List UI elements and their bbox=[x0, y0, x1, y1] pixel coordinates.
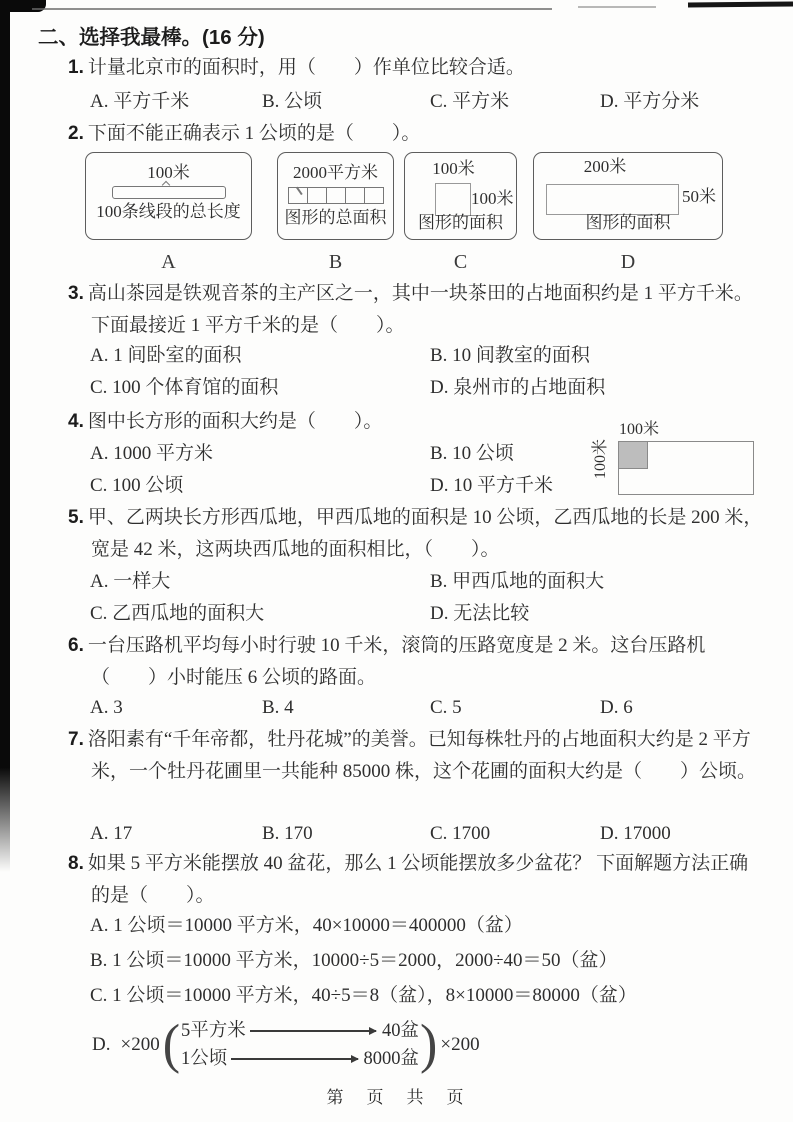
mapping-right: 8000盆 bbox=[363, 1049, 420, 1069]
option: C. 平方米 bbox=[430, 91, 510, 112]
question-4-options bbox=[90, 438, 553, 502]
mapping-left: 1公顷 bbox=[181, 1049, 228, 1069]
figure-d-caption: 图形的面积 bbox=[585, 213, 671, 232]
option: B. 10 间教室的面积 bbox=[430, 345, 590, 366]
question-7 bbox=[68, 724, 763, 788]
mapping-left: 5平方米 bbox=[181, 1021, 246, 1041]
question-6-text: 一台压路机平均每小时行驶 10 千米，滚筒的压路宽度是 2 米。这台压路机（ ）小时能压 6 公顷的路面。 bbox=[87, 635, 706, 688]
question-3 bbox=[68, 278, 763, 342]
option: C. 100 个体育馆的面积 bbox=[90, 377, 279, 398]
figure-side-label: 100米 bbox=[592, 438, 610, 480]
option: A. 1 间卧室的面积 bbox=[90, 345, 242, 366]
option: C. 5 bbox=[430, 697, 462, 718]
scan-edge-left bbox=[0, 0, 10, 872]
scan-corner-top-left bbox=[0, 0, 46, 12]
figure-d-top-label: 200米 bbox=[583, 157, 627, 176]
question-2-figures bbox=[85, 152, 723, 278]
figure-box-c bbox=[404, 152, 517, 278]
option: A. 17 bbox=[90, 823, 133, 844]
figure-a-caption: 100条线段的总长度 bbox=[96, 202, 241, 221]
option: B. 甲西瓜地的面积大 bbox=[430, 571, 605, 592]
question-4 bbox=[68, 406, 588, 438]
figure-box-a-frame bbox=[85, 152, 252, 240]
question-3-number: 3. bbox=[68, 283, 84, 304]
multiplier-right: ×200 bbox=[440, 1034, 480, 1055]
scan-line-top bbox=[32, 8, 552, 10]
question-4-text: 图中长方形的面积大约是（ ）。 bbox=[87, 411, 383, 432]
option: D. 17000 bbox=[600, 823, 671, 844]
option: B. 公顷 bbox=[262, 91, 323, 112]
figure-b-label: 2000平方米 bbox=[293, 163, 378, 182]
option: D. 6 bbox=[600, 697, 633, 718]
option: C. 乙西瓜地的面积大 bbox=[90, 603, 265, 624]
option: C. 1700 bbox=[430, 823, 491, 844]
figure-c-top-label: 100米 bbox=[432, 159, 475, 178]
question-3-options bbox=[90, 340, 605, 404]
section-title: 二、选择我最棒。(16 分) bbox=[38, 26, 265, 49]
close-paren-shape: ) bbox=[420, 1014, 438, 1075]
figure-c-side-label: 100米 bbox=[471, 189, 514, 208]
question-6 bbox=[68, 630, 763, 694]
option: A. 1 公顷＝10000 平方米，40×10000＝400000（盆） bbox=[90, 915, 523, 936]
question-1-text: 计量北京市的面积时，用（ ）作单位比较合适。 bbox=[87, 57, 525, 78]
question-8-options bbox=[90, 908, 637, 1013]
figure-letter-b: B bbox=[328, 251, 343, 273]
mapping-right: 40盆 bbox=[382, 1021, 420, 1041]
question-2 bbox=[68, 118, 763, 150]
question-7-number: 7. bbox=[68, 729, 84, 750]
figure-top-label: 100米 bbox=[619, 421, 660, 438]
option: A. 3 bbox=[90, 697, 123, 718]
question-7-options bbox=[90, 818, 671, 850]
question-5 bbox=[68, 502, 763, 566]
figure-box-b-frame bbox=[277, 152, 394, 240]
option: B. 10 公顷 bbox=[430, 443, 514, 464]
question-5-number: 5. bbox=[68, 507, 84, 528]
question-1-options bbox=[90, 86, 699, 118]
option: B. 1 公顷＝10000 平方米，10000÷5＝2000，2000÷40＝50（盆） bbox=[90, 950, 618, 971]
mapping-row bbox=[181, 1045, 419, 1073]
option: B. 4 bbox=[262, 697, 294, 718]
question-4-figure bbox=[592, 421, 760, 502]
question-4-number: 4. bbox=[68, 411, 84, 432]
multiplier-left: ×200 bbox=[120, 1034, 160, 1055]
option: A. 1000 平方米 bbox=[90, 443, 213, 464]
question-1-number: 1. bbox=[68, 57, 84, 78]
page-footer: 第 页 共 页 bbox=[326, 1088, 467, 1107]
gray-square-shape bbox=[618, 441, 648, 469]
option: D. 无法比较 bbox=[430, 603, 530, 624]
open-paren-shape: ( bbox=[162, 1014, 181, 1075]
figure-box-d bbox=[533, 152, 723, 278]
option: C. 1 公顷＝10000 平方米，40÷5＝8（盆），8×10000＝80000（盆） bbox=[90, 985, 637, 1006]
question-8-option-d bbox=[92, 1014, 482, 1076]
figure-letter-a: A bbox=[161, 251, 176, 273]
question-2-number: 2. bbox=[68, 123, 84, 144]
figure-c-caption: 图形的面积 bbox=[418, 213, 503, 232]
mapping-diagram bbox=[181, 1017, 419, 1073]
question-8-number: 8. bbox=[68, 853, 84, 874]
question-6-number: 6. bbox=[68, 635, 84, 656]
right-arrow-icon bbox=[231, 1058, 357, 1060]
question-3-text: 高山茶园是铁观音茶的主产区之一，其中一块茶田的占地面积约是 1 平方千米。下面最接近 1 平方千米的是（ ）。 bbox=[87, 283, 753, 336]
figure-box-b bbox=[277, 152, 394, 278]
figure-a-label: 100米 bbox=[147, 163, 190, 182]
segment-bracket-shape bbox=[112, 186, 226, 199]
figure-d-side-label: 50米 bbox=[682, 187, 716, 206]
scan-corner-top-right bbox=[688, 1, 793, 7]
option-d-label: D. bbox=[92, 1034, 111, 1055]
mapping-row bbox=[181, 1017, 419, 1045]
figure-box-d-frame bbox=[533, 152, 723, 240]
option: B. 170 bbox=[262, 823, 313, 844]
question-2-text: 下面不能正确表示 1 公顷的是（ ）。 bbox=[87, 123, 421, 144]
option: A. 一样大 bbox=[90, 571, 171, 592]
option: A. 平方千米 bbox=[90, 91, 190, 112]
question-1 bbox=[68, 52, 763, 84]
question-5-text: 甲、乙两块长方形西瓜地，甲西瓜地的面积是 10 公顷，乙西瓜地的长是 200 米，宽是 42 米，这两块西瓜地的面积相比，（ ）。 bbox=[87, 507, 763, 560]
scan-line-top-2 bbox=[578, 6, 656, 8]
figure-letter-d: D bbox=[620, 251, 636, 273]
figure-b-caption: 图形的总面积 bbox=[284, 208, 387, 227]
five-cell-strip-shape bbox=[288, 187, 384, 204]
option: D. 10 平方千米 bbox=[430, 475, 553, 496]
question-8 bbox=[68, 848, 763, 912]
option: D. 泉州市的占地面积 bbox=[430, 377, 606, 398]
right-arrow-icon bbox=[250, 1030, 376, 1032]
figure-letter-c: C bbox=[453, 251, 468, 273]
figure-box-c-frame bbox=[404, 152, 517, 240]
option: D. 平方分米 bbox=[600, 91, 700, 112]
figure-box-a bbox=[85, 152, 252, 278]
question-8-text: 如果 5 平方米能摆放 40 盆花，那么 1 公顷能摆放多少盆花？ 下面解题方法正确的是（ ）。 bbox=[87, 853, 749, 906]
question-5-options bbox=[90, 566, 604, 630]
question-6-options bbox=[90, 692, 633, 724]
option: C. 100 公顷 bbox=[90, 475, 184, 496]
question-7-text: 洛阳素有“千年帝都，牡丹花城”的美誉。已知每株牡丹的占地面积大约是 2 平方米，一个牡丹花圃里一共能种 85000 株，这个花圃的面积大约是（ ）公顷。 bbox=[87, 729, 757, 782]
